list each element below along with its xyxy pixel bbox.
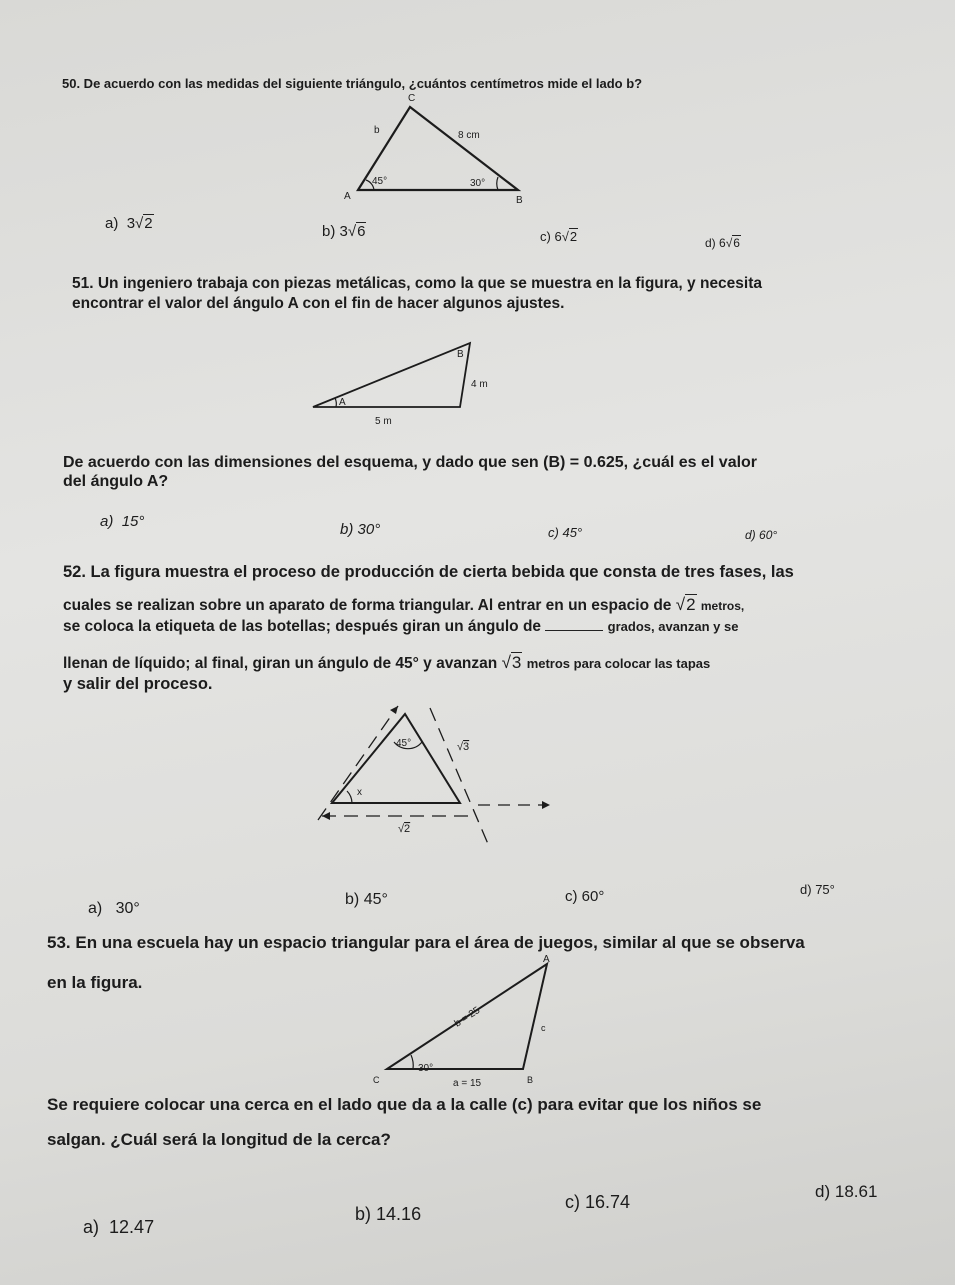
q51-label-A: A <box>339 397 346 408</box>
q51-option-d[interactable]: d) 60° <box>745 528 778 542</box>
q53-triangle-figure <box>365 952 570 1092</box>
q50-option-b[interactable]: b) 3√6 <box>322 223 366 240</box>
q53-prompt1: Se requiere colocar una cerca en el lado que da a la calle (c) para evitar que los niños se <box>47 1095 762 1114</box>
q52-line1: 52. La figura muestra el proceso de producción de cierta bebida que consta de tres fases, las <box>63 563 794 581</box>
q51-label-B: B <box>457 349 464 360</box>
q50-label-angleB: 30° <box>470 178 486 189</box>
q52-line2: cuales se realizan sobre un aparato de forma triangular. Al entrar en un espacio de √2 metros, <box>63 595 745 614</box>
q53-label-B: B <box>527 1075 534 1085</box>
q51-line2: encontrar el valor del ángulo A con el fin de hacer algunos ajustes. <box>72 295 565 312</box>
q53-label-angle: 30° <box>418 1063 434 1074</box>
q51-triangle-figure <box>305 335 505 430</box>
q51-prompt1: De acuerdo con las dimensiones del esquema, y dado que sen (B) = 0.625, ¿cuál es el valor <box>63 454 758 471</box>
q53-label-b: b = 25 <box>452 1004 483 1030</box>
q52-label-right: √3 <box>457 741 470 753</box>
q52-answer-blank <box>545 618 603 631</box>
q53-prompt2: salgan. ¿Cuál será la longitud de la cerca? <box>47 1130 391 1149</box>
q52-label-left: √2 <box>398 823 411 835</box>
q51-option-b[interactable]: b) 30° <box>340 521 381 538</box>
q53-label-a: a = 15 <box>453 1078 482 1089</box>
q52-option-c[interactable]: c) 60° <box>565 888 605 905</box>
q50-option-c[interactable]: c) 6√2 <box>540 229 578 244</box>
q50-label-angleA: 45° <box>372 176 388 187</box>
q51-option-a[interactable]: a) 15° <box>100 513 145 530</box>
q51-prompt2: del ángulo A? <box>63 473 169 490</box>
q53-option-b[interactable]: b) 14.16 <box>355 1204 422 1224</box>
q53-option-c[interactable]: c) 16.74 <box>565 1192 631 1212</box>
q52-line3: se coloca la etiqueta de las botellas; después giran un ángulo de grados, avanzan y se <box>63 618 739 635</box>
q51-label-side: 4 m <box>471 379 488 390</box>
q53-label-A: A <box>543 954 550 965</box>
q50-label-b: b <box>374 125 380 136</box>
q53-line2: en la figura. <box>47 973 143 992</box>
q50-text: 50. De acuerdo con las medidas del siguiente triángulo, ¿cuántos centímetros mide el lado b? <box>62 76 643 91</box>
q52-option-b[interactable]: b) 45° <box>345 891 388 908</box>
q53-option-d[interactable]: d) 18.61 <box>815 1182 878 1201</box>
q53-label-c: c <box>541 1023 546 1033</box>
q52-line4: llenan de líquido; al final, giran un ángulo de 45° y avanzan √3 metros para colocar las tapas <box>63 653 711 672</box>
q50-option-d[interactable]: d) 6√6 <box>705 236 740 250</box>
q51-label-base: 5 m <box>375 416 392 427</box>
q53-option-a[interactable]: a) 12.47 <box>83 1217 155 1237</box>
q52-option-a[interactable]: a) 30° <box>88 900 140 917</box>
q50-label-side: 8 cm <box>458 130 480 141</box>
q50-option-a[interactable]: a) 3√2 <box>105 215 153 232</box>
q50-triangle-figure <box>330 85 530 210</box>
q51-option-c[interactable]: c) 45° <box>548 525 583 540</box>
q50-label-B: B <box>516 195 523 206</box>
q50-label-C: C <box>408 93 416 104</box>
q52-process-figure <box>310 698 560 858</box>
q53-label-C: C <box>373 1075 380 1085</box>
q52-label-x: x <box>357 787 362 798</box>
q52-label-angle: 45° <box>396 738 412 749</box>
q53-line1: 53. En una escuela hay un espacio triangular para el área de juegos, similar al que se observa <box>47 933 805 952</box>
q50-label-A: A <box>344 191 351 202</box>
q52-line5: y salir del proceso. <box>63 675 213 693</box>
q52-option-d[interactable]: d) 75° <box>800 882 835 897</box>
q51-line1: 51. Un ingeniero trabaja con piezas metálicas, como la que se muestra en la figura, y necesita <box>72 275 763 292</box>
